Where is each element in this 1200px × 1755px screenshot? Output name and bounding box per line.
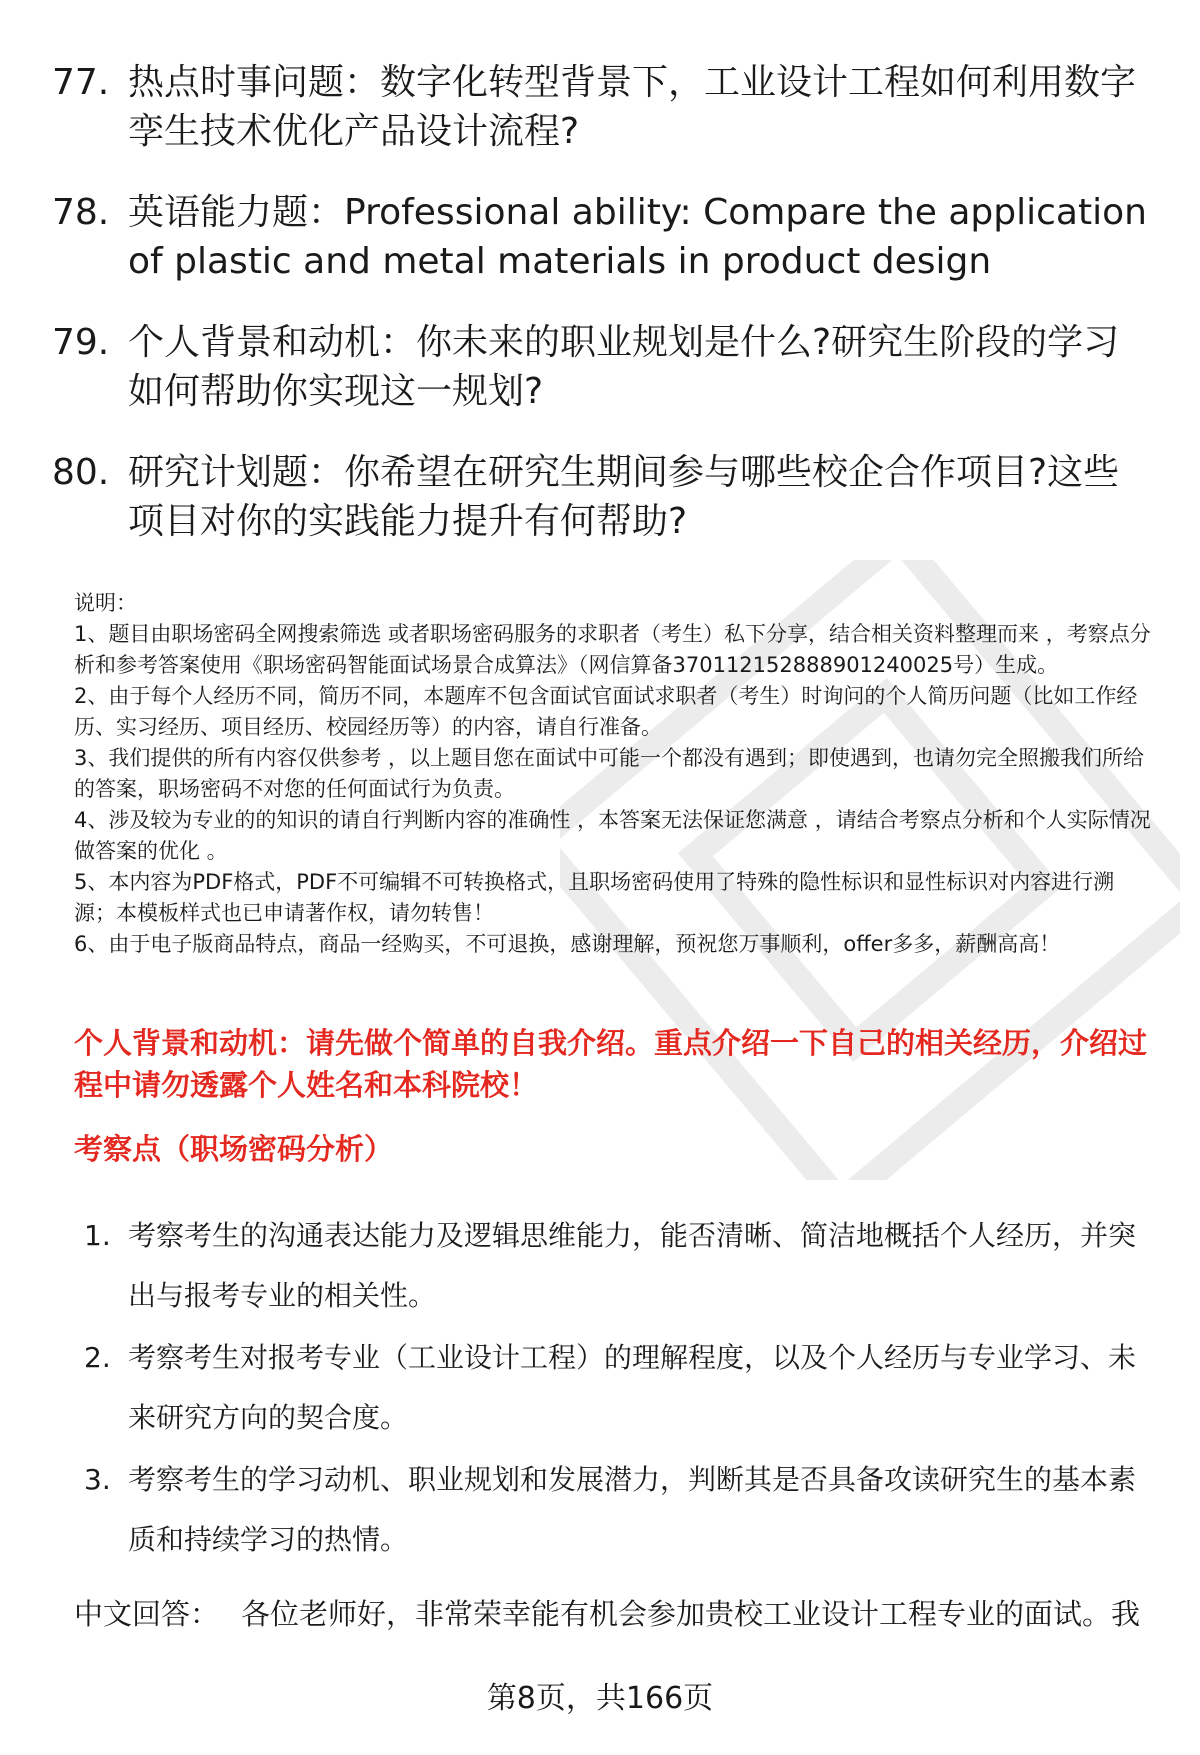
- analysis-title: 考察点（职场密码分析）: [74, 1132, 394, 1166]
- note-item: 5、本内容为PDF格式，PDF不可编辑不可转换格式，且职场密码使用了特殊的隐性标识和显性标识对内容进行溯源；本模板样式也已申请著作权，请勿转售！: [74, 870, 1115, 925]
- question-item: [52, 448, 1152, 546]
- point-number: 2.: [84, 1341, 111, 1374]
- question-number: 78.: [52, 192, 110, 233]
- answer-text: 各位老师好，非常荣幸能有机会参加贵校工业设计工程专业的面试。我: [241, 1597, 1141, 1631]
- analysis-point: [84, 1450, 1154, 1570]
- analysis-point: [84, 1328, 1154, 1448]
- question-item: [52, 58, 1152, 156]
- note-item: 1、题目由职场密码全网搜索筛选 或者职场密码服务的求职者（考生）私下分享，结合相关资料整理而来 ，考察点分析和参考答案使用《职场密码智能面试场景合成算法》（网信算备370112152888901240025号）生成。: [74, 622, 1151, 677]
- question-item: [52, 318, 1152, 416]
- question-text: 英语能力题：Professional ability: Compare the application of plastic and metal materials in product design: [128, 192, 1147, 282]
- point-text: 考察考生的沟通表达能力及逻辑思维能力，能否清晰、简洁地概括个人经历，并突出与报考专业的相关性。: [128, 1219, 1137, 1312]
- question-text: 热点时事问题：数字化转型背景下，工业设计工程如何利用数字孪生技术优化产品设计流程?: [128, 62, 1137, 152]
- question-number: 80.: [52, 452, 110, 493]
- note-item: 4、涉及较为专业的的知识的请自行判断内容的准确性 ，本答案无法保证您满意 ，请结合考察点分析和个人实际情况做答案的优化 。: [74, 808, 1151, 863]
- point-text: 考察考生对报考专业（工业设计工程）的理解程度，以及个人经历与专业学习、未来研究方向的契合度。: [128, 1341, 1137, 1434]
- answer-line: [74, 1592, 1164, 1636]
- question-number: 79.: [52, 322, 110, 363]
- analysis-points: [84, 1206, 1154, 1572]
- page-footer: 第8页，共166页: [486, 1681, 714, 1716]
- intro-question-heading: 个人背景和动机：请先做个简单的自我介绍。重点介绍一下自己的相关经历，介绍过程中请勿透露个人姓名和本科院校！: [74, 1026, 1148, 1102]
- question-text: 个人背景和动机：你未来的职业规划是什么?研究生阶段的学习如何帮助你实现这一规划?: [128, 322, 1120, 412]
- question-number: 77.: [52, 62, 110, 103]
- analysis-point: [84, 1206, 1154, 1326]
- point-text: 考察考生的学习动机、职业规划和发展潜力，判断其是否具备攻读研究生的基本素质和持续学习的热情。: [128, 1463, 1137, 1556]
- point-number: 3.: [84, 1463, 111, 1496]
- notes-title: 说明：: [74, 591, 137, 615]
- note-item: 6、由于电子版商品特点，商品一经购买，不可退换，感谢理解，预祝您万事顺利，offer多多，薪酬高高！: [74, 932, 1061, 956]
- note-item: 2、由于每个人经历不同，简历不同，本题库不包含面试官面试求职者（考生）时询问的个人简历问题（比如工作经历、实习经历、项目经历、校园经历等）的内容，请自行准备。: [74, 684, 1138, 739]
- answer-label: 中文回答：: [74, 1597, 220, 1631]
- notes-section: [74, 588, 1154, 960]
- question-text: 研究计划题：你希望在研究生期间参与哪些校企合作项目?这些项目对你的实践能力提升有何帮助?: [128, 452, 1120, 542]
- note-item: 3、我们提供的所有内容仅供参考 ，以上题目您在面试中可能一个都没有遇到；即使遇到，也请勿完全照搬我们所给的答案，职场密码不对您的任何面试行为负责。: [74, 746, 1145, 801]
- question-item: [52, 188, 1152, 286]
- point-number: 1.: [84, 1219, 111, 1252]
- question-list: [52, 58, 1152, 578]
